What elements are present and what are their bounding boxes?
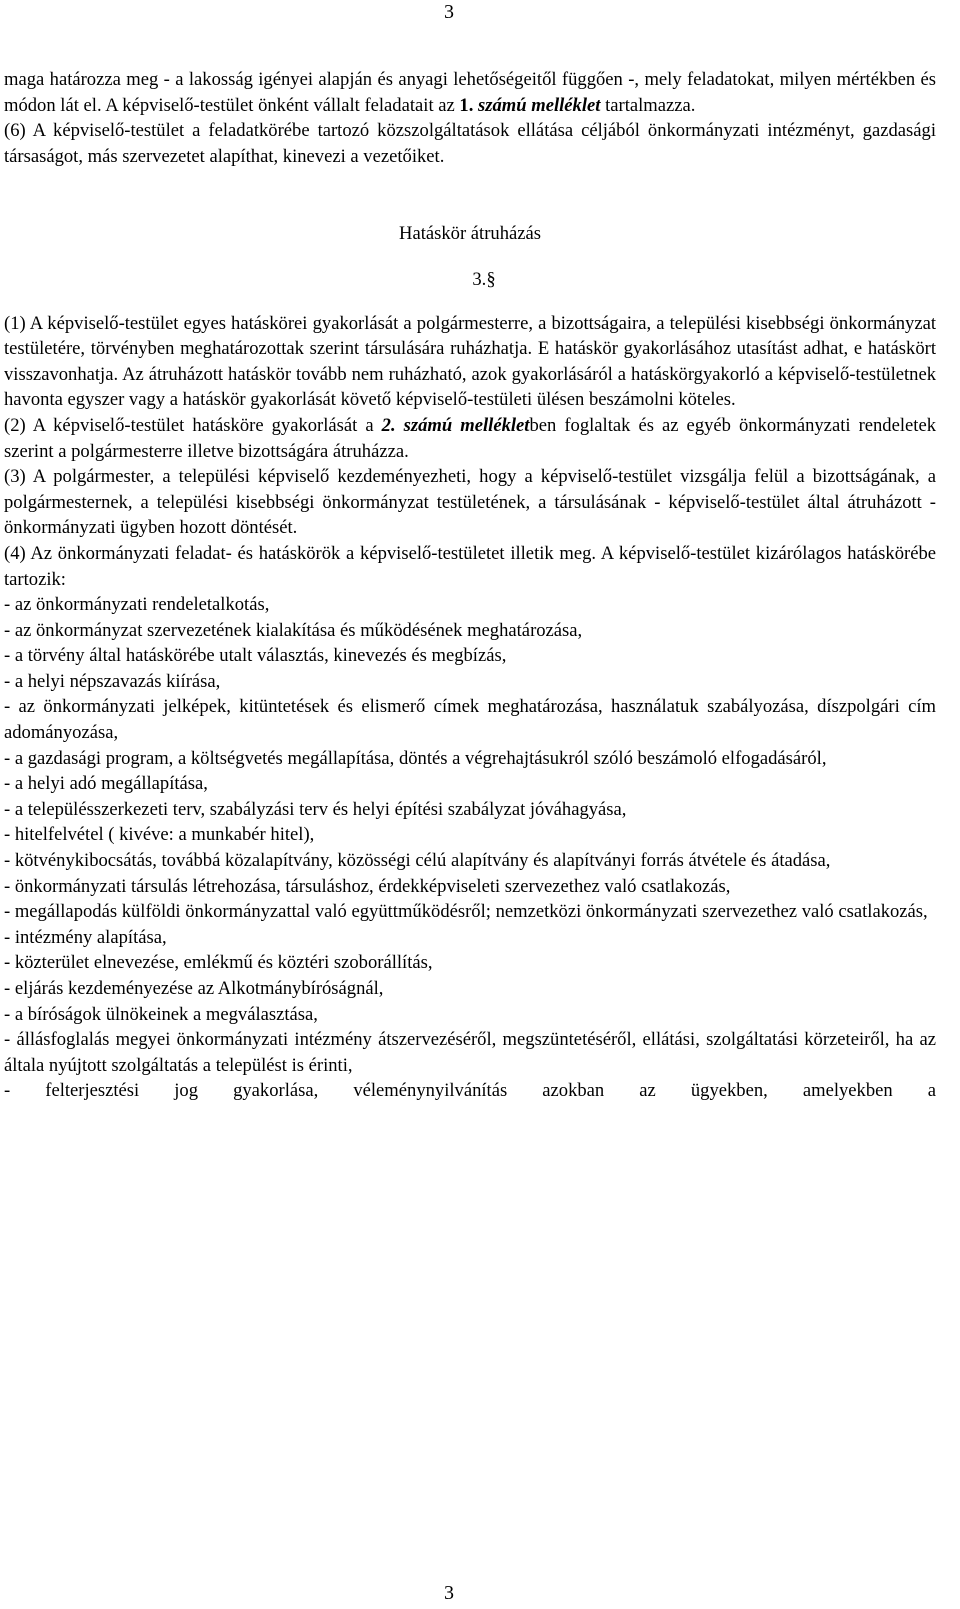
intro-text-2: tartalmazza. xyxy=(600,94,696,116)
list-item: - a bíróságok ülnökeinek a megválasztása, xyxy=(4,1003,318,1025)
list-item: - kötvénykibocsátás, továbbá közalapítvány, közösségi célú alapítvány és alapítványi forrás átvétele és átadása, xyxy=(4,850,831,872)
list-item: - intézmény alapítása, xyxy=(4,926,167,948)
list-item: - az önkormányzati jelképek, kitüntetések és elismerő címek meghatározása, használatuk szabályozása, díszpolgári cím adományozása, xyxy=(4,696,936,744)
list-item: - megállapodás külföldi önkormányzattal való együttműködésről; nemzetközi önkormányzati szervezethez való csatlakozás, xyxy=(4,901,928,923)
annex-ref-label: számú melléklet xyxy=(473,94,601,116)
body-paragraph-3: (3) A polgármester, a települési képviselő kezdeményezheti, hogy a képviselő-testület vizsgálja felül a bizottságának, a polgármesternek, a települési kisebbségi önkormányzat testületének, a társulásának - képviselő-testület által átruházott - önkormányzati ügyben hozott döntését. xyxy=(4,466,936,539)
intro-paragraph-1 xyxy=(4,67,936,118)
body-paragraph-4: (4) Az önkormányzati feladat- és hatáskörök a képviselő-testületet illetik meg. A képviselő-testület kizárólagos hatáskörébe tartozik: xyxy=(4,542,936,590)
list-item: - a törvény által hatáskörébe utalt választás, kinevezés és megbízás, xyxy=(4,645,507,667)
body-p2-text-2: ben foglaltak és az egyéb önkormányzati rendeletek szerint a polgármesterre illetve bizottságára átruházza. xyxy=(4,414,936,462)
page-number-top: 3 xyxy=(444,1,454,23)
list-item: - közterület elnevezése, emlékmű és köztéri szoborállítás, xyxy=(4,952,433,974)
list-item: - a helyi adó megállapítása, xyxy=(4,773,208,795)
section-heading: Hatáskör átruházás xyxy=(399,223,541,245)
list-item: - az önkormányzat szervezetének kialakítása és működésének meghatározása, xyxy=(4,619,583,641)
document-body xyxy=(4,67,936,1104)
list-item: - a gazdasági program, a költségvetés megállapítása, döntés a végrehajtásukról szóló beszámoló elfogadásáról, xyxy=(4,747,827,769)
list-item: - a településszerkezeti terv, szabályzási terv és helyi építési szabályzat jóváhagyása, xyxy=(4,798,627,820)
annex-2-ref-number: 2. xyxy=(381,414,396,436)
annex-ref-number: 1. xyxy=(459,94,474,116)
list-item: - felterjesztési jog gyakorlása, véleménynyilvánítás azokban az ügyekben, amelyekben a xyxy=(4,1080,936,1102)
intro-text-1: maga határozza meg - a lakosság igényei alapján és anyagi lehetőségeitől függően -, mely feladatokat, milyen mértékben és módon lát el. A képviselő-testület önként vállalt feladatait az xyxy=(4,69,936,116)
list-item: - eljárás kezdeményezése az Alkotmánybíróságnál, xyxy=(4,978,384,999)
list-item: - az önkormányzati rendeletalkotás, xyxy=(4,594,270,616)
list-item: - állásfoglalás megyei önkormányzati intézmény átszervezéséről, megszüntetéséről, ellátási, szolgáltatási körzeteiről, ha az általa nyújtott szolgáltatás a települést is érinti, xyxy=(4,1029,936,1076)
section-number: 3.§ xyxy=(472,268,496,290)
list-item: - a helyi népszavazás kiírása, xyxy=(4,670,221,692)
body-paragraph-2 xyxy=(4,413,936,464)
competence-list xyxy=(4,592,936,1104)
list-item: - hitelfelvétel ( kivéve: a munkabér hitel), xyxy=(4,824,315,846)
list-item: - önkormányzati társulás létrehozása, társuláshoz, érdekképviseleti szervezethez való csatlakozás, xyxy=(4,875,731,897)
annex-2-ref-label: számú melléklet xyxy=(395,414,530,436)
body-paragraph-1: (1) A képviselő-testület egyes hatáskörei gyakorlását a polgármesterre, a bizottságaira, a települési kisebbségi önkormányzat testületére, törvényben meghatározottak szerint társulására ruházhatja. E hatáskör gyakorlásához utasítást adhat, e hatáskört visszavonhatja. Az átruházott hatáskör tovább nem ruházható, azok gyakorlásáról a hatáskörgyakorló a képviselő-testületnek havonta egyszer vagy a hatáskör gyakorlását követő képviselő-testületi ülésen beszámolni köteles. xyxy=(4,312,936,411)
intro-paragraph-2: (6) A képviselő-testület a feladatkörébe tartozó közszolgáltatások ellátása céljából önkormányzati intézményt, gazdasági társaságot, más szervezetet alapíthat, kinevezi a vezetőiket. xyxy=(4,120,936,167)
page-number-bottom: 3 xyxy=(444,1582,454,1604)
body-p2-text-1: (2) A képviselő-testület hatásköre gyakorlását a xyxy=(4,414,382,436)
